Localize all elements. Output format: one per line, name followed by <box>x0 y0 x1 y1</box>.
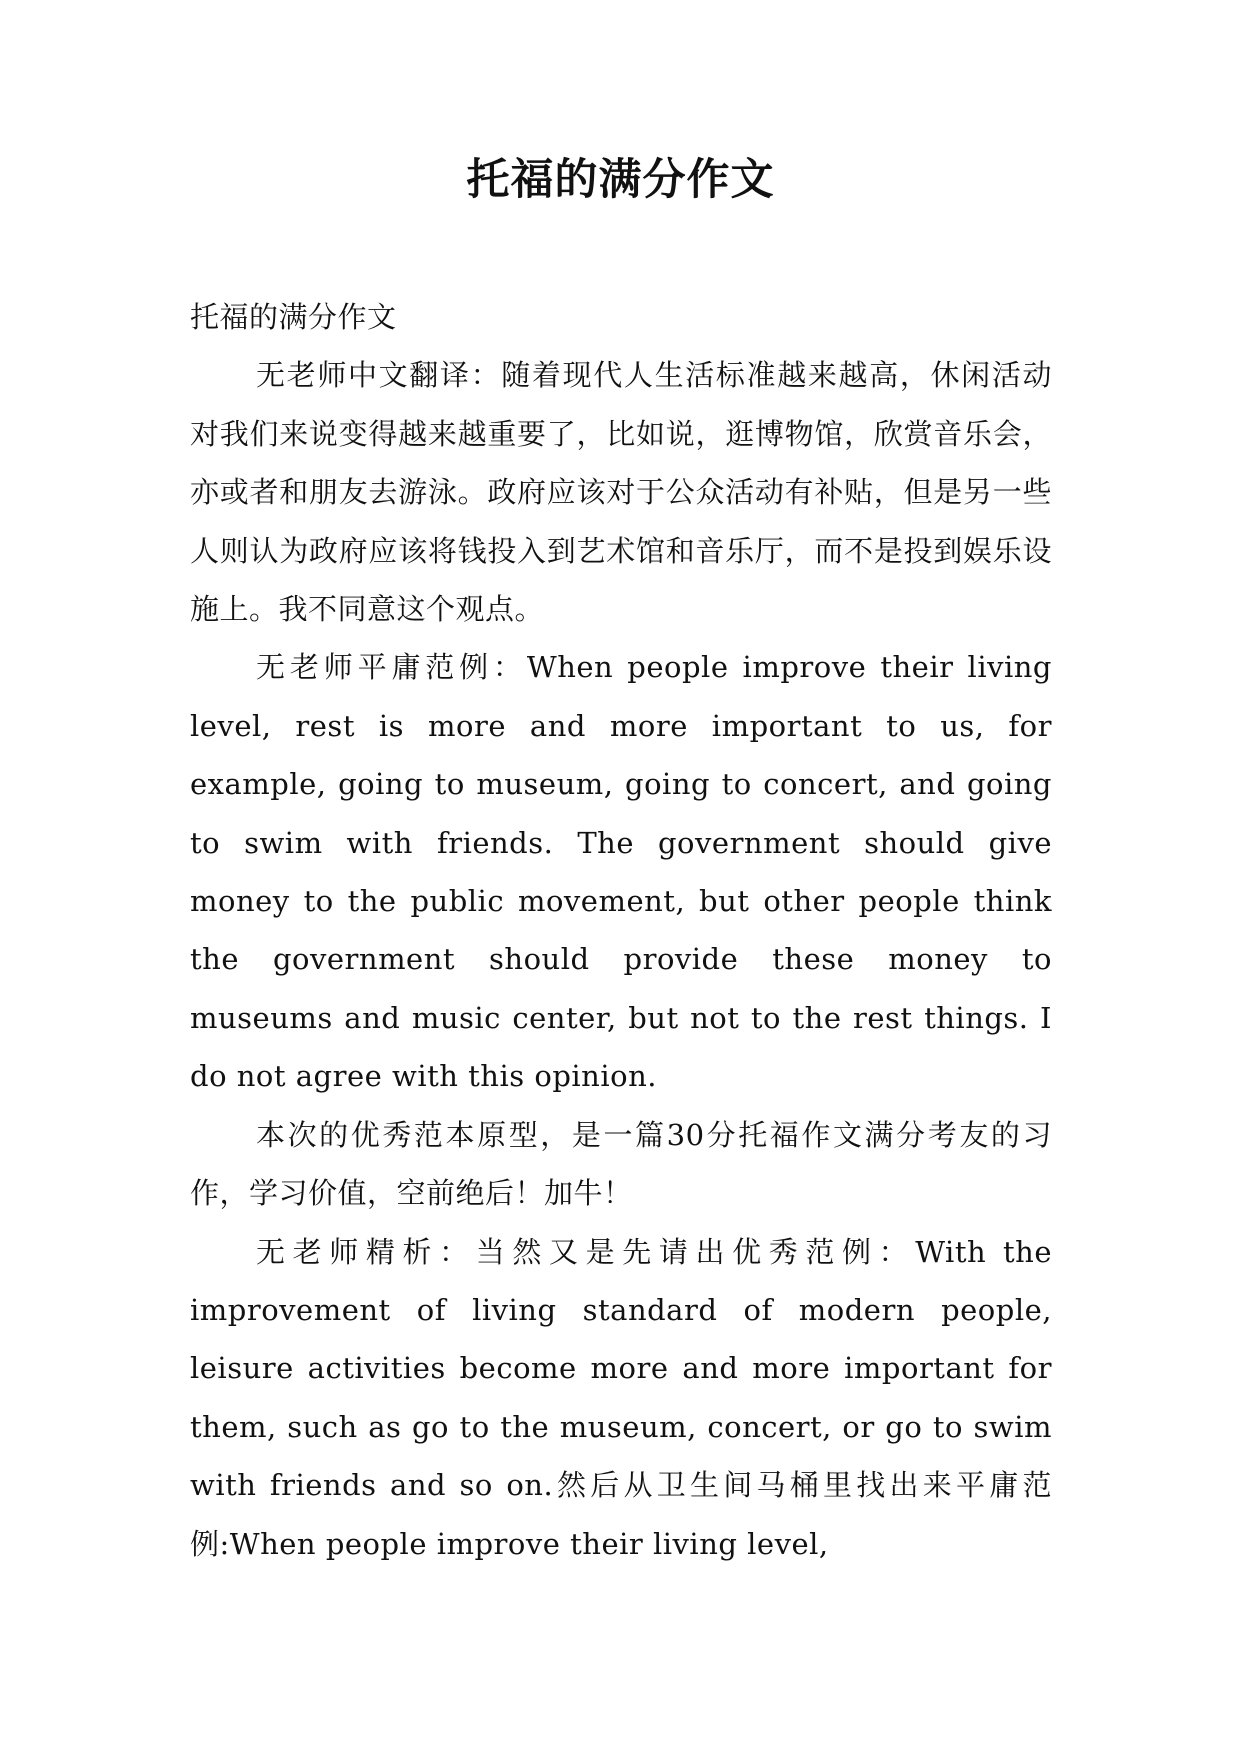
model-essay-intro-paragraph: 本次的优秀范本原型，是一篇30分托福作文满分考友的习作，学习价值，空前绝后！加牛！ <box>190 1117 1052 1211</box>
document-body <box>190 288 1052 1573</box>
analysis-paragraph: 无老师精析：当然又是先请出优秀范例：With the improvement of living standard of modern people, leisure activities become more and more important for them, such as go to the museum, concert, or go to swim with friends and so on.然后从卫生间马桶里找出来平庸范例:When people improve their living level, <box>190 1234 1052 1561</box>
mediocre-example-paragraph: 无老师平庸范例：When people improve their living level, rest is more and more important to us, for example, going to museum, going to concert, and going to swim with friends. The government should give money to the public movement, but other people think the government should provide these money to museums and music center, but not to the rest things. I do not agree with this opinion. <box>190 650 1052 1094</box>
chinese-translation-paragraph: 无老师中文翻译：随着现代人生活标准越来越高，休闲活动对我们来说变得越来越重要了，比如说，逛博物馆，欣赏音乐会，亦或者和朋友去游泳。政府应该对于公众活动有补贴，但是另一些人则认为政府应该将钱投入到艺术馆和音乐厅，而不是投到娱乐设施上。我不同意这个观点。 <box>190 358 1052 627</box>
document-title: 托福的满分作文 <box>466 155 775 205</box>
subtitle-paragraph: 托福的满分作文 <box>190 300 397 334</box>
